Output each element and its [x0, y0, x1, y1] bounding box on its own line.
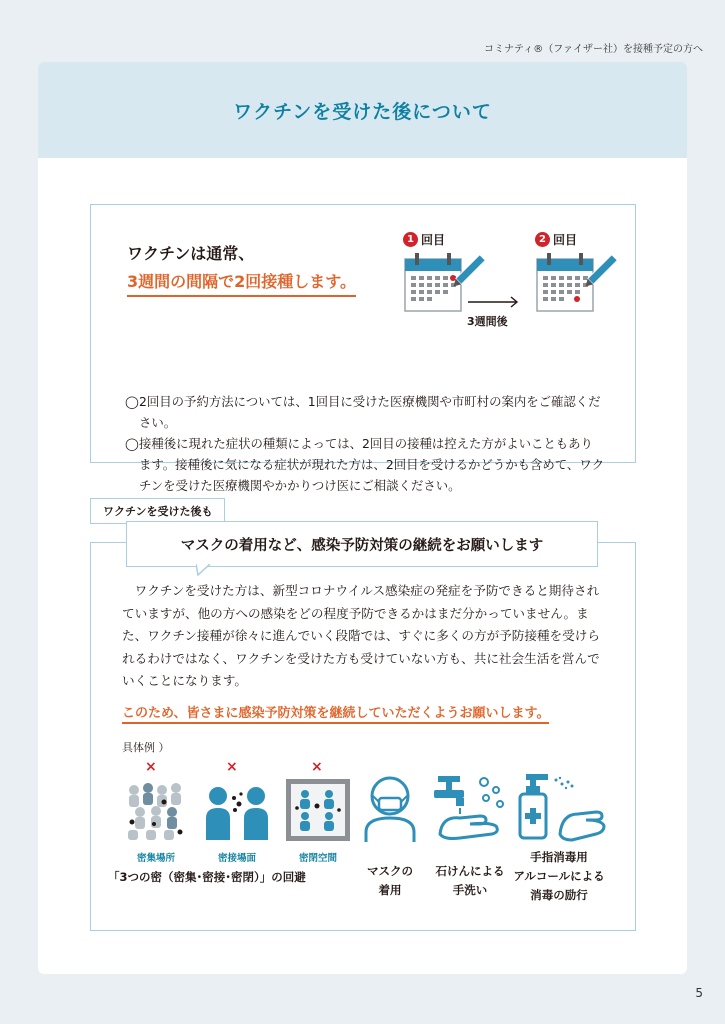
- x-mark-icon: ×: [145, 759, 157, 775]
- speech-tail-icon: [196, 564, 212, 576]
- examples-label: 具体例 ）: [122, 741, 170, 754]
- dose-count-text: 回目: [553, 233, 578, 247]
- document-subtitle: コミナティ®（ファイザー社）を接種予定の方へ: [484, 44, 703, 55]
- page-title: ワクチンを受けた後について: [233, 100, 492, 123]
- prevention-banner: マスクの着用など、感染予防対策の継続をお願いします: [126, 521, 598, 567]
- do-label-line: 石けんによる: [435, 864, 505, 878]
- section-tag: ワクチンを受けた後も: [90, 498, 225, 524]
- closed-space-icon: [285, 778, 351, 842]
- sanitizer-icon: [516, 774, 606, 842]
- x-mark-icon: ×: [311, 759, 323, 775]
- mask-icon: [362, 774, 418, 842]
- do-label: [358, 862, 422, 900]
- avoid-label: 密接場面: [217, 853, 256, 864]
- first-dose-label: [403, 231, 445, 248]
- prevention-body: ワクチンを受けた方は、新型コロナウイルス感染症の発症を予防できると期待されていますが、他の方への感染をどの程度予防できるかはまだ分かっていません。また、ワクチン接種が徐々に進んでいく段階では、すぐに多くの方が予防接種を受けられるわけではなく、ワクチンを受けた方も受けていない方も、共に社会生活を営んでいくことになります。: [122, 583, 600, 688]
- avoid-label: 密集場所: [136, 853, 175, 864]
- prevention-emphasis: このため、皆さまに感染予防対策を継続していただくようお願いします。: [122, 702, 549, 724]
- note-item: [125, 391, 605, 433]
- do-label-line: 手洗い: [452, 883, 488, 897]
- card-header: [38, 62, 687, 158]
- x-mark-icon: ×: [226, 759, 238, 775]
- circle-bullet-icon: ◯: [125, 436, 139, 451]
- dose-number-badge: 1: [403, 232, 418, 247]
- second-dose-calendar: [535, 231, 623, 311]
- arrow-right-icon: [468, 296, 520, 308]
- three-cs-summary: 「3つの密（密集･密接･密閉）」の回避: [108, 870, 306, 884]
- do-label-line: 手指消毒用: [530, 850, 588, 864]
- content-card: [38, 62, 687, 974]
- note-item: [125, 433, 605, 496]
- schedule-line1: ワクチンは通常、: [127, 244, 255, 263]
- close-contact-icon: [204, 780, 270, 842]
- handwash-icon: [430, 772, 506, 842]
- do-label-line: 消毒の励行: [530, 888, 588, 902]
- schedule-box: [90, 204, 636, 493]
- do-label-line: マスクの: [367, 864, 413, 878]
- do-label: [504, 848, 614, 905]
- interval-label: 3週間後: [467, 315, 508, 328]
- schedule-notes: [125, 391, 605, 496]
- do-label-line: 着用: [378, 883, 402, 897]
- crowded-place-icon: [124, 778, 188, 842]
- page-number: 5: [695, 986, 703, 1000]
- second-dose-label: [535, 231, 577, 248]
- schedule-line2: 3週間の間隔で2回接種します。: [127, 269, 356, 297]
- do-label-line: アルコールによる: [513, 869, 605, 883]
- note-text: 2回目の予約方法については、1回目に受けた医療機関や市町村の案内をご確認ください。: [139, 394, 601, 430]
- calendar-icon: [535, 249, 627, 315]
- circle-bullet-icon: ◯: [125, 394, 139, 409]
- note-text: 接種後に現れた症状の種類によっては、2回目の接種は控えた方がよいこともあります。接種後に気になる症状が現れた方は、2回目を受けるかどうかも含めて、ワクチンを受けた医療機関やかかりつけ医にご相談ください。: [139, 436, 605, 493]
- avoid-label: 密閉空間: [298, 853, 337, 864]
- dose-number-badge: 2: [535, 232, 550, 247]
- dose-count-text: 回目: [421, 233, 446, 247]
